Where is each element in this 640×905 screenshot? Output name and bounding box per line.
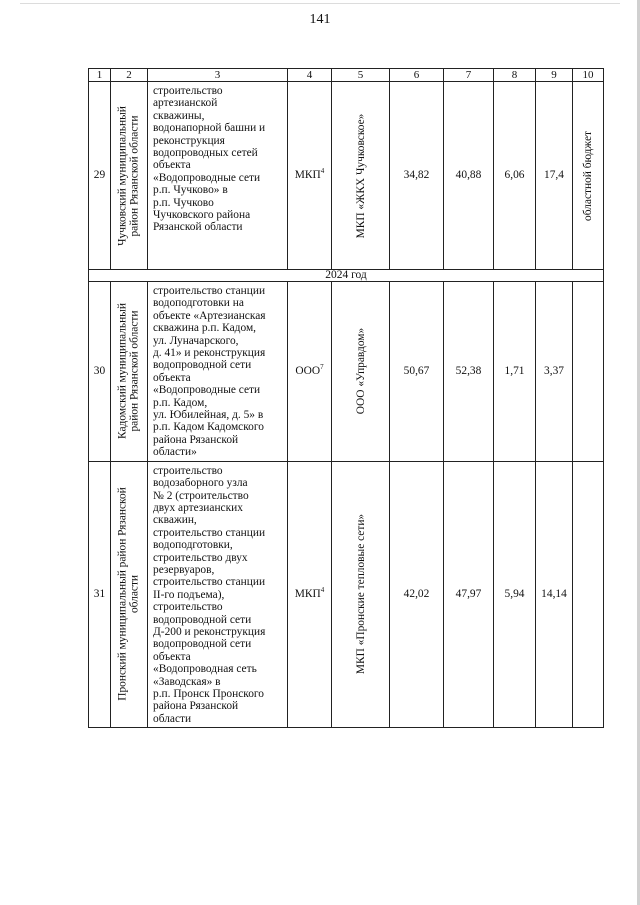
table-row	[89, 282, 604, 462]
table-row	[89, 461, 604, 728]
column-number: 1	[89, 69, 111, 82]
org-name: МКП «Пронские тепловые сети»	[354, 514, 367, 675]
value-col9: 17,4	[536, 82, 573, 270]
org-type: МКП	[294, 169, 321, 182]
column-number-row	[89, 69, 604, 82]
column-number: 6	[390, 69, 444, 82]
column-number: 4	[288, 69, 332, 82]
value-col6: 50,67	[390, 282, 444, 462]
year-label: 2024 год	[89, 270, 604, 282]
funding-source-cell	[573, 461, 604, 728]
table-row	[89, 82, 604, 270]
description-cell	[148, 82, 288, 270]
row-number: 31	[89, 461, 111, 728]
value-col8: 1,71	[494, 282, 536, 462]
row-number: 29	[89, 82, 111, 270]
district-name: Чучковский муниципальный район Рязанской области	[116, 105, 141, 246]
district-cell	[111, 282, 148, 462]
column-number: 5	[332, 69, 390, 82]
org-type: ООО	[295, 365, 321, 378]
footnote-mark: 7	[320, 363, 324, 372]
org-name: ООО «Управдом»	[354, 328, 367, 415]
org-name-cell	[332, 82, 390, 270]
funding-source-cell	[573, 82, 604, 270]
scan-top-artifact	[20, 3, 620, 4]
page-number: 141	[309, 12, 331, 27]
column-number: 8	[494, 69, 536, 82]
footnote-mark: 4	[320, 586, 325, 595]
column-number: 3	[148, 69, 288, 82]
value-col9: 3,37	[536, 282, 573, 462]
funding-source: областной бюджет	[581, 130, 594, 221]
value-col6: 42,02	[390, 461, 444, 728]
program-table	[88, 68, 604, 728]
year-row	[89, 270, 604, 282]
project-description: строительство артезианской скважины, водонапорной башни и реконструкция водопроводных сетей объекта «Водопроводные сети р.п. Чучково» в р.п. Чучково Чучковского района Рязанской области	[153, 85, 266, 234]
district-cell	[111, 82, 148, 270]
district-name: Кадомский муниципальный район Рязанской области	[116, 303, 141, 440]
org-name-cell	[332, 282, 390, 462]
org-type-cell	[288, 82, 332, 270]
org-type-cell	[288, 282, 332, 462]
row-number: 30	[89, 282, 111, 462]
funding-source-cell	[573, 282, 604, 462]
project-description: строительство водозаборного узла № 2 (строительство двух артезианских скважин, строительство станции водоподготовки, строительство двух резервуаров, строительство станции II-го подъема), строительство водопроводной сети Д-200 и реконструкция водопроводной сети объекта «Водопроводная сеть «Заводская» в р.п. Пронск Пронского района Рязанской области	[153, 464, 266, 725]
value-col8: 6,06	[494, 82, 536, 270]
value-col8: 5,94	[494, 461, 536, 728]
district-name: Пронский муниципальный район Рязанской области	[116, 487, 141, 702]
value-col6: 34,82	[390, 82, 444, 270]
org-type: МКП	[294, 588, 321, 601]
column-number: 7	[444, 69, 494, 82]
footnote-mark: 4	[320, 167, 325, 176]
value-col7: 40,88	[444, 82, 494, 270]
column-number: 9	[536, 69, 573, 82]
value-col7: 52,38	[444, 282, 494, 462]
value-col7: 47,97	[444, 461, 494, 728]
org-name: МКП «ЖКХ Чучковское»	[354, 113, 367, 238]
org-type-cell	[288, 461, 332, 728]
description-cell	[148, 461, 288, 728]
column-number: 2	[111, 69, 148, 82]
org-name-cell	[332, 461, 390, 728]
column-number: 10	[573, 69, 604, 82]
district-cell	[111, 461, 148, 728]
project-description: строительство станции водоподготовки на объекте «Артезианская скважина р.п. Кадом, ул. Луначарского, д. 41» и реконструкция водопроводной сети объекта «Водопроводные сети р.п. Кадом, ул. Юбилейная, д. 5» в р.п. Кадом Кадомского района Рязанской области»	[153, 285, 266, 459]
value-col9: 14,14	[536, 461, 573, 728]
description-cell	[148, 282, 288, 462]
